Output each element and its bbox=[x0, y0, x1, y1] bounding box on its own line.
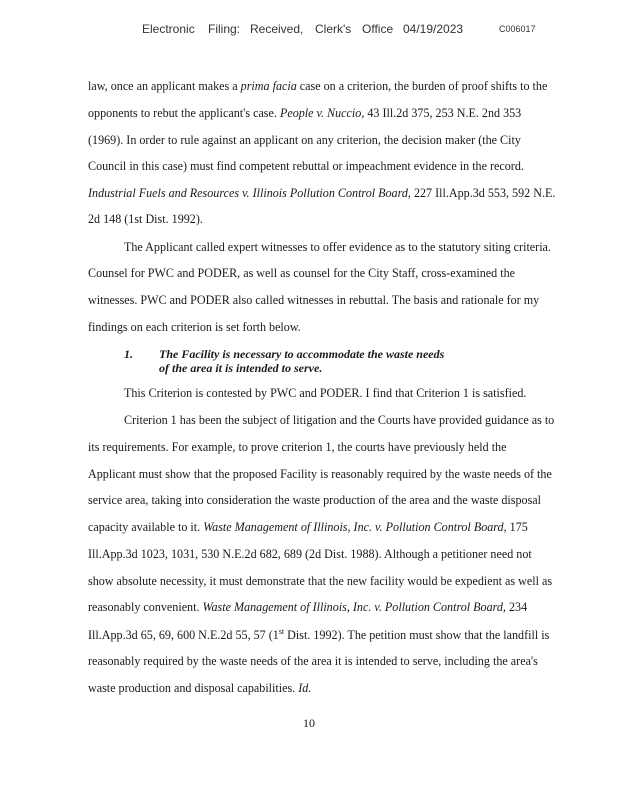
p1-line-6: 2d 148 (1st Dist. 1992). bbox=[88, 212, 203, 226]
p3-line-1: This Criterion is contested by PWC and PODER. I find that Criterion 1 is satisfied. bbox=[124, 386, 527, 400]
p2-line-1: The Applicant called expert witnesses to offer evidence as to the statutory siting criteria. bbox=[124, 240, 551, 254]
p2-line-4: findings on each criterion is set forth below. bbox=[88, 320, 301, 334]
p1-line-1: law, once an applicant makes a prima facia case on a criterion, the burden of proof shifts to the bbox=[88, 79, 548, 93]
p2-line-2: Counsel for PWC and PODER, as well as counsel for the City Staff, cross-examined the bbox=[88, 266, 516, 280]
header-doc-id: C006017 bbox=[499, 24, 536, 34]
p4-line-10: reasonably required by the waste needs of the area it is intended to serve, including the area's bbox=[88, 654, 538, 668]
section-heading-line-2: of the area it is intended to serve. bbox=[159, 361, 323, 375]
p4-line-5: capacity available to it. Waste Management of Illinois, Inc. v. Pollution Control Board, 175 bbox=[88, 520, 528, 534]
p4-line-8: reasonably convenient. Waste Management of Illinois, Inc. v. Pollution Control Board, 234 bbox=[88, 600, 528, 614]
p4-line-6: Ill.App.3d 1023, 1031, 530 N.E.2d 682, 689 (2d Dist. 1988). Although a petitioner need not bbox=[88, 547, 532, 561]
header-word-received: Received, bbox=[250, 22, 304, 36]
p2-line-3: witnesses. PWC and PODER also called witnesses in rebuttal. The basis and rationale for my bbox=[88, 293, 540, 307]
p1-line-5: Industrial Fuels and Resources v. Illinois Pollution Control Board, 227 Ill.App.3d 553, 592 N.E. bbox=[88, 186, 556, 200]
p4-line-11: waste production and disposal capabilities. Id. bbox=[88, 681, 312, 695]
header-word-office: Office bbox=[362, 22, 394, 36]
header-word-filing: Filing: bbox=[208, 22, 241, 36]
header-word-clerks: Clerk's bbox=[315, 22, 352, 36]
section-heading-line-1: The Facility is necessary to accommodate the waste needs bbox=[159, 347, 445, 361]
p4-line-7: show absolute necessity, it must demonstrate that the new facility would be expedient as well as bbox=[88, 574, 553, 588]
p4-line-9: Ill.App.3d 65, 69, 600 N.E.2d 55, 57 (1st Dist. 1992). The petition must show that the landfill is bbox=[88, 627, 550, 643]
p4-line-4: service area, taking into consideration the waste production of the area and the waste disposal bbox=[88, 493, 542, 507]
page-number: 10 bbox=[303, 716, 315, 730]
section-number: 1. bbox=[124, 347, 133, 361]
p4-line-1: Criterion 1 has been the subject of litigation and the Courts have provided guidance as to bbox=[124, 413, 555, 427]
header-word-electronic: Electronic bbox=[142, 22, 195, 36]
p1-line-4: Council in this case) must find competent rebuttal or impeachment evidence in the record. bbox=[88, 159, 524, 173]
p1-line-3: (1969). In order to rule against an applicant on any criterion, the decision maker (the City bbox=[88, 133, 521, 147]
p4-line-2: its requirements. For example, to prove criterion 1, the courts have previously held the bbox=[88, 440, 507, 454]
p4-line-3: Applicant must show that the proposed Facility is reasonably required by the waste needs of the bbox=[88, 467, 552, 481]
p1-line-2: opponents to rebut the applicant's case. People v. Nuccio, 43 Ill.2d 375, 253 N.E. 2nd 353 bbox=[88, 106, 522, 120]
header-date: 04/19/2023 bbox=[403, 22, 464, 36]
